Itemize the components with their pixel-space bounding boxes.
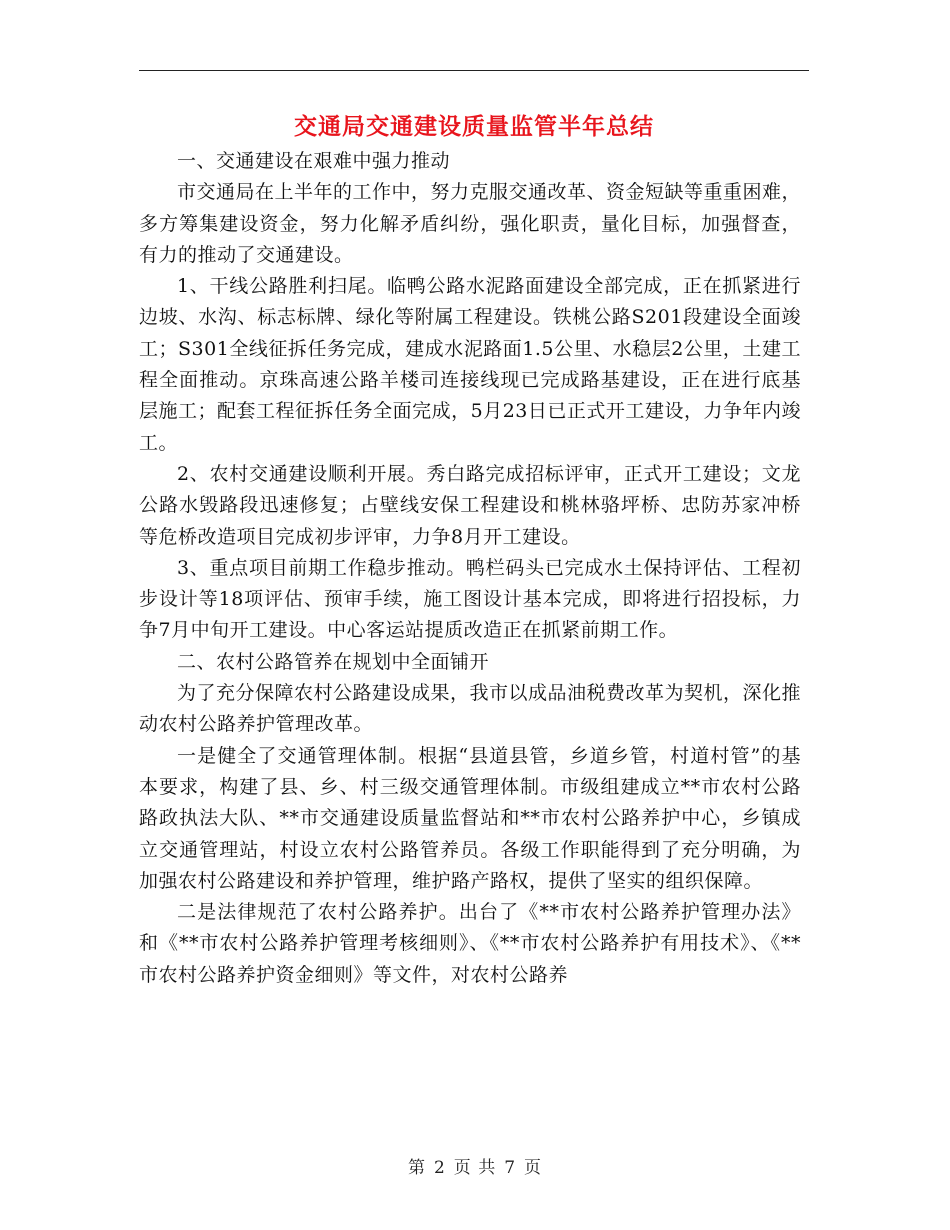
paragraph: 2、农村交通建设顺利开展。秀白路完成招标评审，正式开工建设；文龙公路水毁路段迅速修复；占壁线安保工程建设和桃林骆坪桥、忠防苏家冲桥等危桥改造项目完成初步评审，力争8月开工建设。 xyxy=(139,462,801,548)
total-pages: 7 xyxy=(504,1158,517,1178)
paragraph: 一是健全了交通管理体制。根据“县道县管，乡道乡管，村道村管”的基本要求，构建了县、乡、村三级交通管理体制。市级组建成立**市农村公路路政执法大队、**市交通建设质量监督站和**市农村公路养护中心，乡镇成立交通管理站，村设立农村公路管养员。各级工作职能得到了充分明确，为加强农村公路建设和养护管理，维护路产路权，提供了坚实的组织保障。 xyxy=(139,744,801,892)
footer-mid: 页 共 xyxy=(453,1158,497,1178)
document-title: 交通局交通建设质量监管半年总结 xyxy=(294,113,654,140)
footer-prefix: 第 xyxy=(407,1158,426,1178)
section-heading-1: 一、交通建设在艰难中强力推动 xyxy=(177,150,451,172)
footer-suffix: 页 xyxy=(524,1158,543,1178)
header-rule xyxy=(139,70,809,71)
page-number: 2 xyxy=(433,1158,446,1178)
document-body xyxy=(139,146,801,991)
section-heading-2: 二、农村公路管养在规划中全面铺开 xyxy=(177,650,490,673)
page-footer xyxy=(0,1153,950,1178)
paragraph: 为了充分保障农村公路建设成果，我市以成品油税费改革为契机，深化推动农村公路养护管理改革。 xyxy=(139,682,802,736)
paragraph: 二是法律规范了农村公路养护。出台了《**市农村公路养护管理办法》和《**市农村公路养护管理考核细则》、《**市农村公路养护有用技术》、《**市农村公路养护资金细则》等文件，对农村公路养 xyxy=(139,901,801,986)
paragraph: 1、干线公路胜利扫尾。临鸭公路水泥路面建设全部完成，正在抓紧进行边坡、水沟、标志标牌、绿化等附属工程建设。铁桃公路S201段建设全面竣工；S301全线征拆任务完成，建成水泥路面1.5公里、水稳层2公里，土建工程全面推动。京珠高速公路羊楼司连接线现已完成路基建设，正在进行底基层施工；配套工程征拆任务全面完成，5月23日已正式开工建设，力争年内竣工。 xyxy=(139,275,801,454)
paragraph: 市交通局在上半年的工作中，努力克服交通改革、资金短缺等重重困难，多方筹集建设资金，努力化解矛盾纠纷，强化职责，量化目标，加强督查，有力的推动了交通建设。 xyxy=(139,181,802,266)
paragraph: 3、重点项目前期工作稳步推动。鸭栏码头已完成水土保持评估、工程初步设计等18项评估、预审手续，施工图设计基本完成，即将进行招投标，力争7月中旬开工建设。中心客运站提质改造正在抓紧前期工作。 xyxy=(139,556,801,642)
